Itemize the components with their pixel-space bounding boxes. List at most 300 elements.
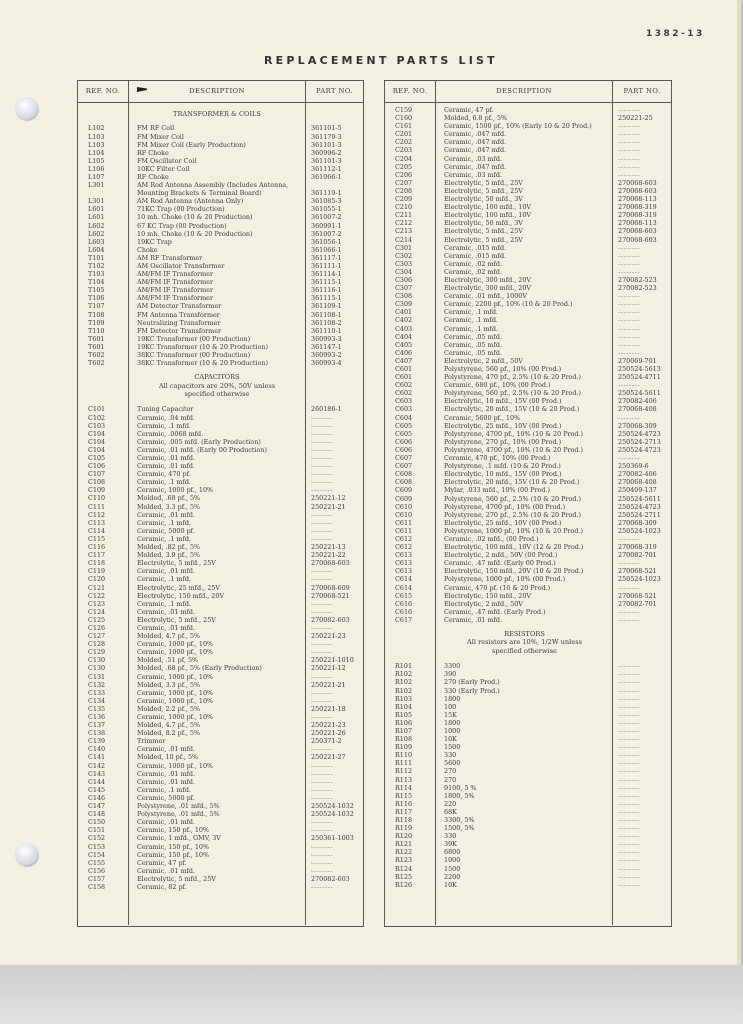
ref-no: T109: [88, 318, 105, 327]
part-no: --------: [618, 767, 641, 776]
ref-no: T601: [88, 334, 105, 343]
part-no: 361007-2: [311, 229, 342, 238]
part-no: 270082-603: [311, 874, 350, 883]
description: AM/FM IF Transformer: [137, 270, 213, 279]
ref-no: C161: [395, 122, 413, 131]
spacer: [385, 655, 671, 662]
part-no: 250221-22: [311, 551, 346, 560]
description: AM Rod Antenna Assembly (Includes Antenna,: [137, 181, 289, 190]
part-no: --------: [311, 858, 334, 867]
table-row: [385, 227, 671, 235]
description: 330: [444, 832, 457, 841]
part-no: 250369-6: [618, 462, 649, 471]
description: 1800, 5%: [444, 791, 475, 800]
description: Electrolytic, 5 mfd., 25V: [137, 615, 216, 624]
description: Electrolytic, 100 mfd., 10V: [444, 203, 532, 212]
description: Molded, .68 pf., 5% (Early Production): [137, 664, 262, 673]
part-no: --------: [618, 702, 641, 711]
ref-no: R126: [395, 880, 413, 889]
part-no: --------: [618, 413, 641, 422]
ref-no: C207: [395, 178, 413, 187]
scan-background: [0, 965, 743, 1024]
part-no: --------: [311, 486, 334, 495]
part-no: --------: [618, 243, 641, 252]
description: FM Mixer Coil (Early Production): [137, 140, 246, 149]
description: Polystyrene, 560 pf., 2.5% (10 & 20 Prod.): [444, 389, 581, 398]
part-no: 361114-1: [311, 270, 342, 279]
part-no: --------: [618, 324, 641, 333]
part-no: --------: [311, 745, 334, 754]
part-no: --------: [618, 686, 641, 695]
part-no: --------: [311, 842, 334, 851]
part-no: --------: [618, 864, 641, 873]
ref-no: C153: [88, 842, 106, 851]
description: Ceramic, .02 mfd.: [444, 267, 503, 276]
spacer: [78, 103, 363, 110]
part-no: 361066-1: [311, 245, 342, 254]
description: Electrolytic, 2 mfd., 50V: [444, 356, 523, 365]
part-no: 250524-4723: [618, 429, 661, 438]
description: Ceramic, .01 mfd.: [137, 510, 196, 519]
table-row: [78, 205, 363, 213]
ref-no: R110: [395, 751, 413, 760]
table-row: [78, 826, 363, 834]
table-row: [78, 302, 363, 310]
ref-no: C138: [88, 729, 106, 738]
description: Ceramic, 1000 pf., 10%: [137, 696, 214, 705]
table-row: [78, 173, 363, 181]
header-description: DESCRIPTION: [435, 81, 613, 102]
table-row: [78, 238, 363, 246]
part-no: 250221-18: [311, 704, 346, 713]
table-row: [385, 130, 671, 138]
description: Ceramic, .047 mfd.: [444, 138, 507, 147]
part-no: --------: [618, 824, 641, 833]
part-no: --------: [618, 138, 641, 147]
description: Ceramic, 1 mfd., GMV, 3V: [137, 834, 221, 843]
part-no: --------: [311, 769, 334, 778]
table-row: [385, 276, 671, 284]
ref-no: R102: [395, 670, 413, 679]
part-no: 250221-13: [311, 543, 346, 552]
table-row: [78, 770, 363, 778]
table-row: [78, 157, 363, 165]
ref-no: R109: [395, 743, 413, 752]
part-no: --------: [618, 162, 641, 171]
part-no: --------: [618, 348, 641, 357]
description: Ceramic, 5600 pf., 10%: [444, 413, 521, 422]
part-no: 270082-406: [618, 397, 657, 406]
part-no: 250221-21: [311, 502, 346, 511]
ref-no: T108: [88, 310, 105, 319]
table-row: [385, 292, 671, 300]
ref-no: C203: [395, 146, 413, 155]
ref-no: C616: [395, 599, 413, 608]
part-no: 270068-408: [618, 478, 657, 487]
table-row: [385, 767, 671, 775]
ref-no: L602: [88, 229, 105, 238]
description: 68K: [444, 807, 457, 816]
description: 10 mh. Choke (10 & 20 Production): [137, 213, 253, 222]
ref-no: C606: [395, 445, 413, 454]
description: Ceramic, .047 mfd.: [444, 146, 507, 155]
part-no: --------: [618, 751, 641, 760]
ref-no: C127: [88, 632, 106, 641]
table-row: [78, 133, 363, 141]
part-no: --------: [618, 332, 641, 341]
part-no: 270068-309: [618, 421, 657, 430]
part-no: 361147-1: [311, 342, 342, 351]
part-no: --------: [311, 761, 334, 770]
ref-no: T602: [88, 359, 105, 368]
description: Electrolytic, 100 mfd., 10V (12 & 20 Prod.): [444, 543, 584, 552]
table-row: [385, 146, 671, 154]
description: 9100, 5 %: [444, 783, 477, 792]
part-no: --------: [618, 726, 641, 735]
part-no: 270082-523: [618, 275, 657, 284]
part-no: --------: [311, 413, 334, 422]
description: Polystyrene, 560 pf., 10% (00 Prod.): [444, 365, 562, 373]
description: Ceramic, .01 mfd.: [137, 769, 196, 778]
part-no: --------: [311, 454, 334, 462]
table-row: [78, 222, 363, 230]
description: 270: [444, 767, 457, 776]
table-row: [385, 462, 671, 470]
table-row: [78, 470, 363, 478]
ref-no: C212: [395, 219, 413, 228]
table-row: [385, 268, 671, 276]
ref-no: C115: [88, 534, 106, 543]
ref-no: R123: [395, 856, 413, 865]
part-no: 361110-1: [311, 326, 342, 335]
ref-no: C613: [395, 567, 413, 576]
description: AM Detector Transformer: [137, 302, 222, 311]
section-heading: TRANSFORMER & COILS: [173, 110, 261, 118]
part-no: 270068-603: [618, 235, 657, 244]
table-row: [385, 300, 671, 308]
ref-no: C615: [395, 591, 413, 600]
table-row: [385, 478, 671, 486]
description: 10KC Filter Coil: [137, 164, 190, 173]
ref-no: C140: [88, 745, 106, 754]
ref-no: C143: [88, 769, 106, 778]
ref-no: R106: [395, 718, 413, 727]
part-no: --------: [311, 567, 334, 576]
table-row: [78, 197, 363, 205]
part-no: --------: [311, 462, 334, 471]
part-no: 250221-21: [311, 680, 346, 689]
table-row: [78, 656, 363, 664]
table-row: [78, 454, 363, 462]
description: Molded, 3.9 pf., 5%: [137, 551, 201, 560]
table-row: [385, 881, 671, 889]
parts-table-left: [77, 80, 364, 927]
ref-no: T107: [88, 302, 105, 311]
part-no: --------: [618, 381, 641, 390]
ref-no: C301: [395, 243, 413, 252]
description: Molded, 4.7 pf., 5%: [137, 721, 201, 730]
description: Polystyrene, 560 pf., 2.5% (10 & 20 Prod.): [444, 494, 581, 503]
description: Ceramic, 680 pf., 10% (00 Prod.): [444, 381, 551, 390]
ref-no: T601: [88, 342, 105, 351]
table-row: [78, 230, 363, 238]
spacer: [78, 398, 363, 405]
description: 330: [444, 751, 457, 760]
description: 5600: [444, 759, 461, 768]
table-row: [385, 856, 671, 864]
ref-no: C303: [395, 259, 413, 268]
description: Ceramic, 1000 pf., 10%: [137, 761, 214, 770]
table-row: [78, 705, 363, 713]
part-no: --------: [618, 308, 641, 317]
part-no: --------: [618, 872, 641, 881]
part-no: 250221-23: [311, 632, 346, 641]
ref-no: C614: [395, 583, 413, 592]
description: 19KC Transformer (10 & 20 Production): [137, 342, 268, 351]
table-row: [385, 695, 671, 703]
ref-no: R122: [395, 848, 413, 857]
section-heading: RESISTORS: [504, 630, 545, 638]
ref-no: C406: [395, 348, 413, 357]
ref-no: C401: [395, 308, 413, 317]
description: Ceramic, .01 mfd., 1000V: [444, 292, 527, 301]
part-no: --------: [618, 583, 641, 592]
part-no: --------: [618, 670, 641, 679]
description: Ceramic, .015 mfd.: [444, 251, 507, 260]
description: Ceramic, .01 mfd.: [137, 462, 196, 471]
part-no: 360993-2: [311, 351, 342, 360]
ref-no: C142: [88, 761, 106, 770]
table-row: [385, 784, 671, 792]
table-row: [385, 808, 671, 816]
ref-no: C155: [88, 858, 106, 867]
table-header: [385, 81, 671, 103]
ref-no: C610: [395, 502, 413, 511]
description: Electrolytic, 20 mfd., 15V (10 & 20 Prod.): [444, 405, 580, 414]
table-row: [78, 575, 363, 583]
part-no: 270068-609: [311, 583, 350, 592]
description: Electrolytic, 2 mfd., 50V: [444, 599, 523, 608]
ref-no: R108: [395, 735, 413, 744]
part-no: 361056-1: [311, 237, 342, 246]
description: Molded, .82 pf., 5%: [137, 543, 201, 552]
ref-no: R118: [395, 816, 413, 824]
ref-no: C154: [88, 850, 106, 859]
table-row: [78, 213, 363, 221]
table-row: [385, 816, 671, 824]
description: Electrolytic, 2 mfd., 50V (00 Prod.): [444, 551, 558, 560]
ref-no: C213: [395, 227, 413, 236]
description: FM Detector Transformer: [137, 326, 222, 335]
description: 3300, 5%: [444, 816, 475, 824]
ref-no: C157: [88, 874, 106, 883]
ref-no: C306: [395, 275, 413, 284]
table-row: [385, 470, 671, 478]
part-no: --------: [618, 340, 641, 349]
description: Electrolytic, 5 mfd., 25V: [137, 874, 216, 883]
part-no: 360993-4: [311, 359, 342, 368]
description: 390: [444, 670, 457, 679]
description: Ceramic, .047 mfd.: [444, 162, 507, 171]
part-no: --------: [311, 672, 334, 681]
part-no: 270069-701: [618, 356, 657, 365]
ref-no: L603: [88, 237, 105, 246]
table-row: [78, 494, 363, 502]
ref-no: C403: [395, 324, 413, 333]
description: Ceramic, .047 mfd.: [444, 130, 507, 139]
ref-no: C210: [395, 203, 413, 212]
part-no: --------: [618, 856, 641, 865]
part-no: --------: [618, 775, 641, 784]
table-row: [385, 759, 671, 767]
part-no: --------: [311, 623, 334, 632]
ref-no: C614: [395, 575, 413, 584]
ref-no: C612: [395, 543, 413, 552]
part-no: 270068-113: [618, 195, 657, 204]
table-row: [385, 543, 671, 551]
ref-no: C123: [88, 599, 106, 608]
description: Ceramic, 150 pf., 10%: [137, 842, 210, 851]
description: Electrolytic, 10 mfd., 15V (00 Prod.): [444, 397, 562, 406]
ref-no: C606: [395, 437, 413, 446]
part-no: --------: [618, 678, 641, 687]
ref-no: C105: [88, 454, 106, 462]
part-no: --------: [618, 607, 641, 616]
description: Ceramic, .03 mfd.: [444, 170, 503, 179]
table-row: [385, 751, 671, 759]
header-description: [128, 81, 306, 102]
ref-no: C609: [395, 486, 413, 495]
table-row: [385, 389, 671, 397]
description: Ceramic, .01 mfd.: [137, 777, 196, 786]
ref-no: C109: [88, 486, 106, 495]
part-no: --------: [311, 882, 334, 891]
table-row: [78, 535, 363, 543]
part-no: 250221-1010: [311, 656, 354, 665]
ref-no: C139: [88, 737, 106, 746]
ref-no: C604: [395, 413, 413, 422]
ref-no: R112: [395, 767, 413, 776]
part-no: --------: [618, 146, 641, 155]
ref-no: C208: [395, 186, 413, 195]
description: Ceramic, .04 mfd.: [137, 413, 196, 422]
ref-no: T104: [88, 278, 105, 287]
part-no: 270068-319: [618, 203, 657, 212]
ref-no: C605: [395, 429, 413, 438]
part-no: --------: [618, 759, 641, 768]
table-row: [78, 189, 363, 197]
part-no: --------: [311, 437, 334, 446]
description: Ceramic, 47 pf.: [137, 858, 187, 867]
ref-no: C302: [395, 251, 413, 260]
table-row: [78, 311, 363, 319]
ref-no: C114: [88, 526, 106, 535]
part-no: --------: [618, 122, 641, 131]
table-row: [78, 745, 363, 753]
description: Polystyrene, .1 mfd. (10 & 20 Prod.): [444, 462, 561, 471]
table-row: [385, 244, 671, 252]
description: 2200: [444, 872, 461, 881]
description: Molded, 6.8 pf., 5%: [444, 114, 508, 123]
description: FM Antenna Transformer: [137, 310, 220, 319]
table-row: [78, 343, 363, 351]
parts-table-right: [384, 80, 672, 927]
description: Polystyrene, 4700 pf., 10% (10 & 20 Prod.): [444, 429, 584, 438]
ref-no: R116: [395, 799, 413, 808]
description: Electrolytic, 50 mfd., 3V: [444, 195, 523, 204]
table-row: [78, 843, 363, 851]
table-row: [78, 262, 363, 270]
table-row: [78, 254, 363, 262]
ref-no: [78, 189, 128, 197]
ref-no: C158: [88, 882, 106, 891]
description: 1000: [444, 726, 461, 735]
table-row: [385, 381, 671, 389]
table-row: [385, 776, 671, 784]
description: Ceramic, 47 pf.: [444, 106, 494, 114]
ref-no: C607: [395, 462, 413, 471]
description: Electrolytic, 300 mfd., 20V: [444, 275, 532, 284]
description: RF Choke: [137, 148, 169, 157]
ref-no: L103: [88, 140, 105, 149]
ref-no: L602: [88, 221, 105, 230]
description: Ceramic, 470 pf.: [137, 470, 191, 479]
section-heading: CAPACITORS: [194, 373, 240, 382]
description: 38KC Transformer (10 & 20 Production): [137, 359, 268, 368]
part-no: 250221-25: [618, 114, 653, 123]
ref-no: C104: [88, 445, 106, 454]
part-no: 250524-5611: [618, 389, 661, 398]
table-row: [78, 278, 363, 286]
part-no: --------: [311, 510, 334, 519]
table-row: [78, 422, 363, 430]
description: Electrolytic, 20 mfd., 15V (10 & 20 Prod.): [444, 478, 580, 487]
ref-no: C147: [88, 802, 106, 811]
ref-no: C126: [88, 623, 106, 632]
description: Ceramic, 5000 pf.: [137, 526, 195, 535]
part-no: 270068-319: [618, 543, 657, 552]
table-row: [78, 141, 363, 149]
table-row: [78, 851, 363, 859]
table-row: [385, 438, 671, 446]
punch-hole-top: [15, 97, 39, 121]
header-description-label: DESCRIPTION: [189, 87, 245, 96]
table-row: [78, 519, 363, 527]
part-no: 270082-523: [618, 284, 657, 293]
part-no: --------: [618, 170, 641, 179]
part-no: 361115-1: [311, 294, 342, 303]
description: Polystyrene, .01 mfd., 5%: [137, 810, 220, 819]
table-row: [385, 106, 671, 114]
ref-no: C613: [395, 551, 413, 560]
part-no: 250221-12: [311, 664, 346, 673]
part-no: 270068-408: [618, 405, 657, 414]
table-row: [78, 762, 363, 770]
ref-no: C110: [88, 494, 106, 503]
ref-no: C605: [395, 421, 413, 430]
description: Polystyrene, 1000 pf., 10% (00 Prod.): [444, 575, 566, 584]
ref-no: C609: [395, 494, 413, 503]
description: Molded, 8.2 pf., 5%: [137, 729, 201, 738]
part-no: 360991-1: [311, 221, 342, 230]
description: Ceramic, .01 mfd.: [137, 567, 196, 576]
table-row: [385, 865, 671, 873]
ref-no: C135: [88, 704, 106, 713]
table-row: [385, 824, 671, 832]
description: Ceramic, .1 mfd.: [137, 478, 191, 487]
ref-no: C402: [395, 316, 413, 325]
part-no: --------: [311, 445, 334, 454]
